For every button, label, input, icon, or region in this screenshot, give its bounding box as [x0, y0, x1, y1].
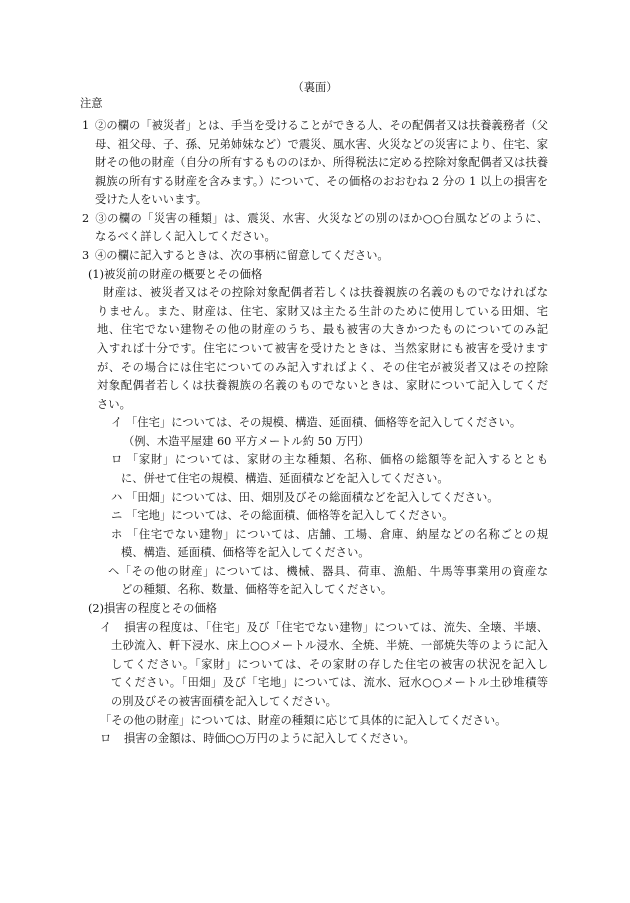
- point-line: 模、構造、延面積、価格等を記入してください。: [121, 546, 370, 560]
- notes-heading: 注意: [80, 97, 103, 110]
- point-line: [0, 619, 548, 638]
- point-text: 「その他の財産」については、機械、器具、荷車、漁船、牛馬等事業用の資産な: [119, 564, 548, 578]
- note-item-1-first-line: [0, 117, 548, 136]
- point-marker: ヘ: [108, 564, 120, 578]
- note-line: ④の欄に記入するときは、次の事柄に留意してください。: [95, 249, 389, 263]
- point-line: てください。「田畑」及び「宅地」については、流水、冠水○○メートル土砂堆積等: [111, 676, 548, 690]
- point-line: どの種類、名称、数量、価格等を記入してください。: [121, 583, 393, 597]
- section-heading: (1)被災前の財産の概要とその価格: [88, 267, 263, 281]
- point-marker: ハ: [111, 490, 123, 504]
- point-marker: ロ: [100, 732, 112, 746]
- notes-body: [0, 117, 548, 749]
- side-label: （裏面）: [292, 81, 338, 94]
- point-marker: ニ: [111, 509, 123, 523]
- point-line: [0, 451, 548, 470]
- note-line: なるべく詳しく記入してください。: [95, 230, 276, 244]
- point-line: [0, 526, 548, 545]
- note-line: 親族の所有する財産を含みます。）について、その価格のおおむね 2 分の 1 以上の損害を: [95, 174, 548, 188]
- point-text: 「田畑」については、田、畑別及びその総面積などを記入してください。: [126, 490, 499, 504]
- point-line: 「その他の財産」については、財産の種類に応じて具体的に記入してください。: [100, 713, 507, 727]
- note-line: 財その他の財産（自分の所有するもののほか、所得税法に定める控除対象配偶者又は扶養: [95, 156, 548, 170]
- point-text: 「宅地」については、その総面積、価格等を記入してください。: [126, 509, 454, 523]
- note-line: 受けた人をいいます。: [95, 193, 208, 207]
- section-heading: (2)損害の程度とその価格: [88, 602, 217, 616]
- note-line: ②の欄の「被災者」とは、手当を受けることができる人、その配偶者又は扶養義務者（父: [95, 119, 548, 132]
- point-line: [0, 414, 548, 433]
- note-number: 2: [82, 211, 90, 225]
- note-line: 母、祖父母、子、孫、兄弟姉妹など）で震災、風水害、火災などの災害により、住宅、家: [95, 137, 548, 151]
- point-text: 損害の程度は、「住宅」及び「住宅でない建物」については、流失、全壊、半壊、: [124, 620, 548, 634]
- section-body-line: 地、住宅でない建物その他の財産のうち、最も被害の大きかつたものについてのみ記: [97, 323, 548, 337]
- note-number: 1: [82, 119, 90, 132]
- note-item-3-first-line: [0, 247, 548, 266]
- point-example: （例、木造平屋建 60 平方メートル約 50 万円）: [123, 434, 370, 448]
- section-body-line: が、その場合には住宅についてのみ記入すればよく、その住宅が被災者又はその控除: [97, 360, 548, 374]
- point-marker: ロ: [111, 453, 123, 467]
- point-line: に、併せて住宅の規模、構造、延面積などを記入してください。: [121, 471, 449, 485]
- point-line: してください。「家財」については、その家財の存した住宅の被害の状況を記入し: [111, 657, 548, 671]
- section-body-line: 入すれば十分です。住宅について被害を受けたときは、当然家財にも被害を受けます: [97, 341, 548, 355]
- point-marker: イ: [100, 620, 112, 634]
- point-marker: ホ: [111, 527, 123, 541]
- note-item-2-first-line: [0, 210, 548, 229]
- point-line: [0, 563, 548, 582]
- point-line: 土砂流入、軒下浸水、床上○○メートル浸水、全焼、半焼、一部焼失等のように記入: [111, 639, 548, 653]
- section-body-line: 財産は、被災者又はその控除対象配偶者若しくは扶養親族の名義のものでなければな: [103, 286, 548, 300]
- point-marker: イ: [111, 416, 123, 430]
- section-body-line: 対象配偶者若しくは扶養親族の名義のものでないときは、家財について記入してくだ: [97, 379, 548, 393]
- section-body-line: りません。また、財産は、住宅、家財又は主たる生計のために使用している田畑、宅: [97, 304, 548, 318]
- point-line: の別及びその被害面積を記入してください。: [111, 694, 337, 708]
- point-text: 「住宅」については、その規模、構造、延面積、価格等を記入してください。: [126, 416, 522, 430]
- section-body-line: さい。: [97, 397, 131, 411]
- point-text: 損害の金額は、時価○○万円のように記入してください。: [124, 732, 415, 746]
- note-line: ③の欄の「災害の種類」は、震災、水害、火災などの別のほか○○台風などのように、: [95, 211, 548, 225]
- note-number: 3: [82, 249, 90, 263]
- point-text: 「家財」については、家財の主な種類、名称、価格の総額等を記入するととも: [126, 453, 548, 467]
- point-line: [0, 489, 548, 508]
- point-text: 「住宅でない建物」については、店舗、工場、倉庫、納屋などの名称ごとの規: [126, 527, 548, 541]
- point-line: [0, 507, 548, 526]
- point-line: [0, 730, 548, 749]
